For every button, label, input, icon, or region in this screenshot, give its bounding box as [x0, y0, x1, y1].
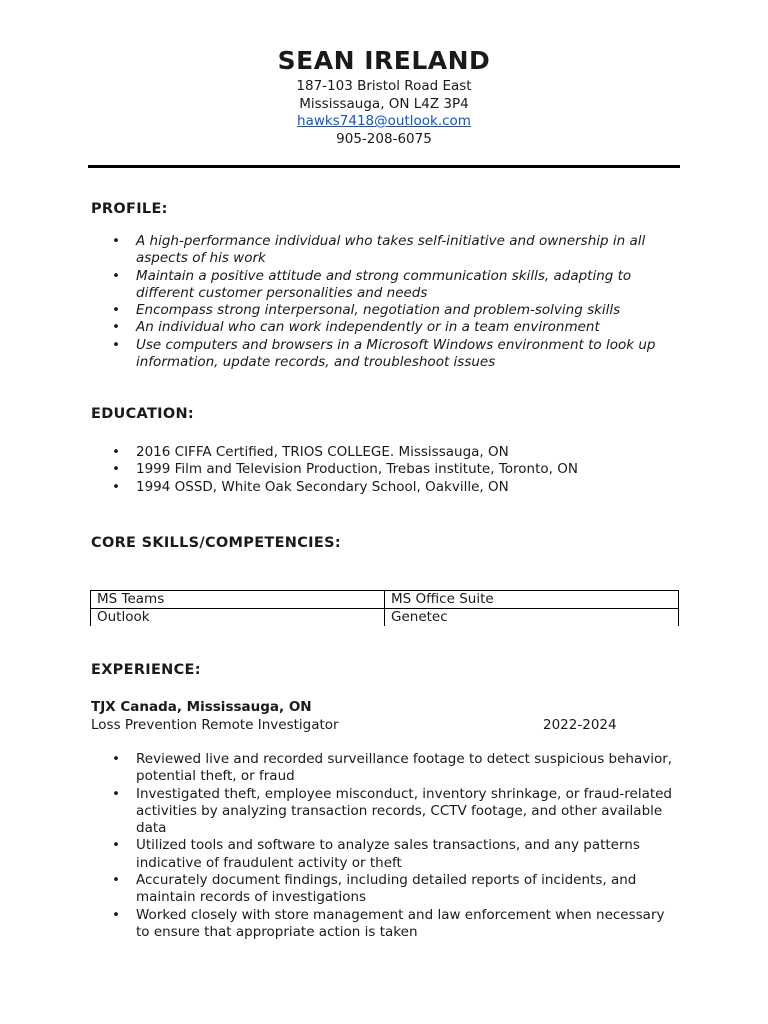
experience-heading: EXPERIENCE:: [91, 662, 201, 678]
experience-item: • Utilized tools and software to analyze sales transactions, and any patterns indicative of fraudulent activity or theft: [91, 837, 681, 872]
phone-number: 905-208-6075: [336, 130, 432, 147]
education-heading: EDUCATION:: [91, 406, 194, 422]
job-dates: 2022-2024: [543, 717, 617, 733]
education-item: • 2016 CIFFA Certified, TRIOS COLLEGE. Mississauga, ON: [91, 444, 681, 461]
profile-item: • A high-performance individual who takes self-initiative and ownership in all aspects of his work: [91, 233, 681, 268]
skill-cell: Genetec: [385, 609, 679, 627]
experience-item: • Accurately document findings, including detailed reports of incidents, and maintain records of investigations: [91, 872, 681, 907]
education-item: • 1994 OSSD, White Oak Secondary School, Oakville, ON: [91, 479, 681, 496]
profile-heading: PROFILE:: [91, 201, 168, 217]
experience-item: • Reviewed live and recorded surveillance footage to detect suspicious behavior, potential theft, or fraud: [91, 751, 681, 786]
skill-cell: MS Office Suite: [385, 591, 679, 609]
resume-header: [0, 44, 768, 148]
profile-item: • Maintain a positive attitude and strong communication skills, adapting to different customer personalities and needs: [91, 268, 681, 303]
skills-heading: CORE SKILLS/COMPETENCIES:: [91, 535, 341, 551]
profile-item: • Encompass strong interpersonal, negotiation and problem-solving skills: [91, 302, 681, 319]
profile-item: • Use computers and browsers in a Microsoft Windows environment to look up information, update records, and troubleshoot issues: [91, 337, 681, 372]
profile-item: • An individual who can work independently or in a team environment: [91, 319, 681, 336]
skill-cell: MS Teams: [91, 591, 385, 609]
company-name: TJX Canada, Mississauga, ON: [91, 699, 312, 715]
education-item: • 1999 Film and Television Production, Trebas institute, Toronto, ON: [91, 461, 681, 478]
address-line-1: 187-103 Bristol Road East: [296, 78, 472, 94]
education-list: [91, 444, 681, 496]
profile-list: [91, 233, 681, 371]
address-line-2: Mississauga, ON L4Z 3P4: [299, 95, 469, 112]
header-divider: [88, 165, 680, 168]
experience-item: • Worked closely with store management and law enforcement when necessary to ensure that appropriate action is taken: [91, 907, 681, 942]
email-link[interactable]: hawks7418@outlook.com: [297, 113, 471, 129]
skill-cell: Outlook: [91, 609, 385, 627]
candidate-name: SEAN IRELAND: [277, 46, 491, 75]
skills-row: [91, 609, 679, 627]
skills-row: [91, 591, 679, 609]
experience-item: • Investigated theft, employee misconduct, inventory shrinkage, or fraud-related activities by analyzing transaction records, CCTV footage, and other available data: [91, 786, 681, 838]
job-title: Loss Prevention Remote Investigator: [91, 717, 339, 733]
skills-table: [90, 590, 679, 626]
experience-list: [91, 751, 681, 941]
